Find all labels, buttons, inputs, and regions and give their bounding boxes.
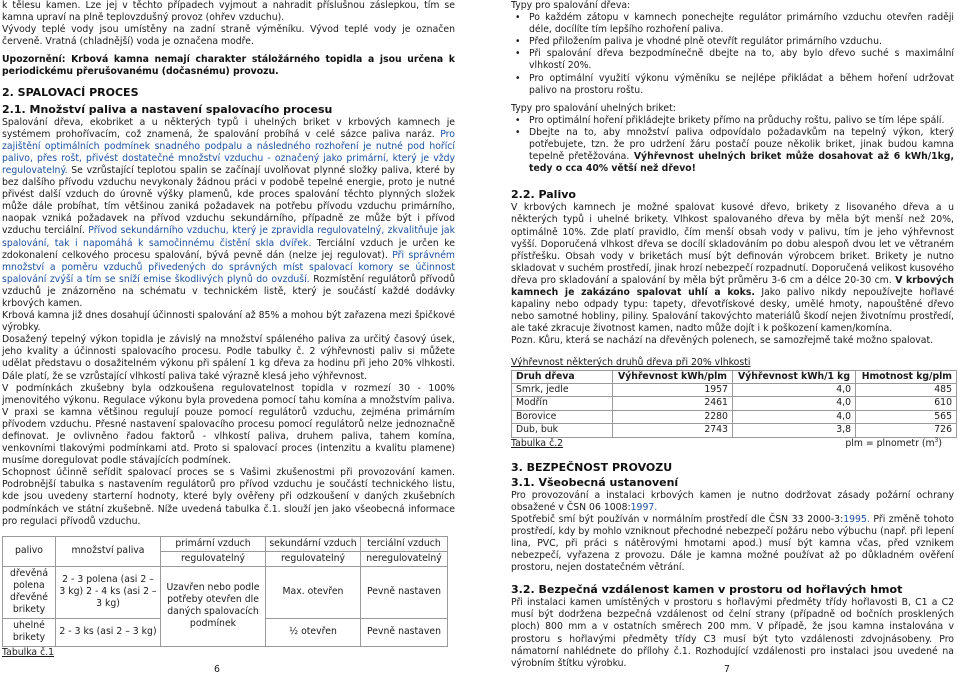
table-cell: Dub, buk [512, 424, 613, 437]
table-header: terciální vzduch [361, 536, 448, 551]
table-header: Druh dřeva [512, 370, 613, 383]
air-settings-table [2, 536, 448, 647]
paragraph: Dosažený tepelný výkon topidla je závislý na množství spáleného paliva za určitý časový úsek, jeho kvality a účinnosti spalovacího procesu. Podle tabulky č. 2 výhřevnosti paliv si můžete udělat představu o dosažitelném výkonu při spálení 1 kg dřeva za hodinu při jeho 20% vlhkosti. Dále platí, že se vzrůstající vlhkostí paliva také výrazně klesá jeho výhřevnost. [2, 334, 455, 382]
subsection-heading: 3.2. Bezpečná vzdálenost kamen v prostoru od hořlavých hmot [511, 583, 903, 597]
text-segment: 1997. [630, 501, 658, 513]
text-segment: Pro provozování a instalaci krbových kamen je nutno dodržovat zásady požární ochrany obsažené v ČSN 06 1008: [511, 489, 954, 513]
wood-tips-list [511, 12, 954, 97]
paragraph: V podmínkách zkušebny byla odzkoušena regulovatelnost topidla v rozmezí 30 - 100% jmenovitého výkonu. Regulace výkonu byla provedena pomocí tahu komína a množstvím paliva. V praxi se kamna většinou regulují pouze pomocí regulátorů vzduchu, zejména primárním přívodem vzduchu. Přesné nastavení spalovacího procesu pomocí regulátorů nelze jednoznačně definovat. Je ovlivněno řadou faktorů - vlhkostí paliva, druhem paliva, tahem komína, venkovními tlakovými podmínkami atd. Proto si spalovací proces (intenzitu a kvalitu plamene) musíme doregulovat podle stávajících podmínek. [2, 382, 455, 467]
subsection-heading: 2.2. Palivo [511, 188, 576, 202]
paragraph: Krbová kamna již dnes dosahují účinnosti spalování až 85% a mohou být zařazena mezi špičkové výrobky. [2, 310, 455, 334]
table-cell: Smrk, jedle [512, 383, 613, 396]
text-segment: Výhřevnost uhelných briket může dosahovat až 6 kWh/1kg, tedy o cca 40% větší než dřevo! [529, 151, 954, 175]
table-caption: Tabulka č.2 [511, 437, 564, 449]
left-column [2, 0, 455, 659]
table-note [845, 438, 942, 450]
table-cell: Max. otevřen [266, 566, 361, 618]
table-cell: Pevně nastaven [361, 566, 448, 618]
text-segment: Při změně tohoto prostředí, kdy by mohlo vzniknout přechodné nebezpečí požáru nebo výbuchu (např. při lepení lina, PVC, při práci s nátěrovými hmotami apod.) musí být kamna včas, před vznikem nebezpečí, vyřazena z provozu. Dále je kamna možné používat až po důkladném ověření prostoru, nejen dostatečném větrání. [511, 513, 954, 574]
coal-tips-list [511, 115, 954, 175]
text-segment: Pro zajištění optimálních podmínek snadného podpalu a následného rozhoření je nutné pod hořící palivo, přes rošt, přivést dostatečné množství vzduchu - označený jako primární, který je vždy regulovatelný. [2, 128, 455, 176]
list-item: • Při spalování dřeva bezpodmínečně dbejte na to, aby bylo dřevo suché s maximální vlhkostí 20%. [511, 48, 954, 72]
paragraph [511, 490, 954, 514]
table-cell: 4,0 [732, 383, 855, 396]
table-header: Výhřevnost kWh/1 kg [732, 370, 855, 383]
table-cell: 4,0 [732, 397, 855, 410]
text-segment: 1995. [843, 513, 870, 525]
page-number: 6 [214, 664, 220, 675]
table-subheader: regulovatelný [161, 551, 266, 566]
table-header: Výhřevnost kWh/plm [613, 370, 733, 383]
list-title: Typy pro spalování uhelných briket: [511, 102, 676, 114]
wood-heat-value-table [511, 370, 957, 438]
table-cell: 2 - 3 polena (asi 2 – 3 kg) 2 - 4 ks (asi 2 – 3 kg) [56, 566, 161, 618]
table-cell: Pevně nastaven [361, 618, 448, 646]
text-segment: plm = plnometr (m [845, 437, 935, 449]
table-cell: 726 [856, 424, 957, 437]
table-title: Výhřevnost některých druhů dřeva při 20% vlhkosti [511, 357, 751, 369]
text-segment: Dbejte na to, aby množství paliva odpovídalo požadavkům na tepelný výkon, který potřebujete, tzn. že pro udržení žáru postačí pouze několik briket, jinak budou kamna tepelně přetěžována. [529, 126, 954, 163]
paragraph [2, 117, 455, 311]
text-segment: Spotřebič smí být používán v normálním prostředí dle ČSN 33 2000-3: [511, 513, 844, 525]
paragraph: Vývody teplé vody jsou umístěny na zadní straně výměníku. Vývod teplé vody je označen červeně. Vratná (chladnější) voda je označena modře. [2, 24, 455, 48]
table-subheader: neregulovatelný [361, 551, 448, 566]
list-item: • Před přiložením paliva je vhodné plně otevřít regulátor primárního vzduchu. [511, 36, 954, 48]
list-item: • Po každém zátopu v kamnech ponechejte regulátor primárního vzduchu otevřen raději déle, docílíte tím lepšího rozhoření paliva. [511, 12, 954, 36]
table-cell: 2 - 3 ks (asi 2 – 3 kg) [56, 618, 161, 646]
text-segment: Jako palivo nikdy nepoužívejte hořlavé kapaliny nebo odpady typu: tapety, dřevotřískové desky, umělé hmoty, napouštěné dřevo nebo samotné hobliny, piliny. Spalování takovýchto materiálů škodí nejen životnímu prostředí, ale také zkracuje životnost kamen, nadto může dojít i k poškození kamen/komína. [511, 286, 954, 335]
table-header: sekundární vzduch [266, 536, 361, 551]
table-cell: 1957 [613, 383, 733, 396]
list-item: • Pro optimální hoření přikládejte brikety přímo na průduchy roštu, palivo se tím lépe spálí. [511, 115, 954, 127]
section-heading: 2. SPALOVACÍ PROCES [2, 85, 139, 99]
table-cell: dřevěná polena dřevěné brikety [3, 566, 56, 618]
right-column [511, 0, 954, 670]
table-cell: uhelné brikety [3, 618, 56, 646]
text-segment: V krbových kamnech je možné spalovat kusové dřevo, brikety z lisovaného dřeva a u některých typů i uhelné brikety. Vlhkost spalovaného dřeva by měla být menší než 20%, optimálně 10%. Zde platí pravidlo, čím menší obsah vody v palivu, tím je jeho výhřevnost vyšší. Doporučená vlhkost dřeva se docílí skladováním po dobu alespoň dvou let ve větraném přístřešku. Obsah vody v briketách musí být definován výrobcem briket. Brikety je nutno skladovat v suchém prostředí, jinak hrozí nebezpečí rozpadnutí. Doporučená velikost kusového dřeva pro skladování a spalování by měla být průměru 3-6 cm a délce 20-30 cm. [511, 202, 954, 286]
text-segment: Se vzrůstající teplotou spalin se začínají uvolňovat plynné složky paliva, které by bez dalšího přívodu vzduchu nevykonaly žádnou práci v podobě tepelné energie, proto je nutné přivést další vzduch do úrovně výšky plamenů, kde proces spalování těchto plynných složek může dále probíhat, tím většinou zaniká požadavek na potřebu přívodu vzduchu primárního, naopak vzniká požadavek na přívod vzduchu sekundárního, případně ze může být i přívod vzduchu terciální. [2, 164, 455, 237]
table-cell: 2280 [613, 410, 733, 423]
table-header: Hmotnost kg/plm [856, 370, 957, 383]
list-item: • Pro optimální využití výkonu výměníku se nejlépe přikládat a během hoření udržovat palivo na prostoru roštu. [511, 73, 954, 97]
paragraph: Pozn. Kůru, která se nachází na dřevěných polenech, se samozřejmě také možno spalovat. [511, 335, 934, 347]
table-cell: Modřín [512, 397, 613, 410]
table-header: množství paliva [56, 536, 161, 566]
list-title: Typy pro spalování dřeva: [511, 0, 631, 11]
table-subheader: regulovatelný [266, 551, 361, 566]
table-cell: Uzavřen nebo podle potřeby otevřen dle daných spalovacích podmínek [161, 566, 266, 646]
paragraph: Schopnost účinně seřídit spalovací proces se s Vašimi zkušenostmi při provozování kamen. Podrobnější tabulka s nastavením regulátorů pro přívod vzduchu je součástí technického listu, kde jsou uvedeny starterní hodnoty, které byly ověřeny při odzkoušení v daných zkušebních podmínkách ve státní zkušebně. Níže uvedená tabulka č.1. slouží jen jako všeobecná informace pro regulaci přívodů vzduchu. [2, 467, 455, 527]
page-number: 7 [724, 664, 730, 675]
paragraph [511, 202, 954, 335]
text-segment: V krbových kamnech je zakázáno spalovat uhlí a koks. [511, 274, 954, 298]
list-item [511, 127, 954, 175]
table-caption-row [511, 438, 954, 452]
subsection-heading: 3.1. Všeobecná ustanovení [511, 475, 679, 489]
subsection-heading: 2.1. Množství paliva a nastavení spalovacího procesu [2, 102, 333, 116]
table-cell: 3,8 [732, 424, 855, 437]
text-segment: Přívod sekundárního vzduchu, který je zpravidla regulovatelný, zkvalitňuje jak spalování, tak i napomáhá k samočinnému čistění skla dvířek. [2, 225, 455, 249]
table-cell: ½ otevřen [266, 618, 361, 646]
table-cell: Borovice [512, 410, 613, 423]
table-cell: 4,0 [732, 410, 855, 423]
table-caption: Tabulka č.1 [2, 646, 55, 658]
table-cell: 485 [856, 383, 957, 396]
text-segment: Terciální vzduch je určen ke zdokonalení celkového procesu spalování, bývá pevně dán (nelze jej regulovat). [2, 237, 455, 261]
section-heading: 3. BEZPEČNOST PROVOZU [511, 460, 673, 474]
text-segment: Rozmístění regulátorů přívodů vzduchů je znázorněno na schématu v technickém listě, který je součástí každé dodávky krbových kamen. [2, 273, 455, 309]
text-segment: Spalování dřeva, ekobriket a u některých typů i uhelných briket v krbových kamnech je systémem prohořívacím, což znamená, že spalování probíhá v celé sázce paliva naráz. [2, 116, 455, 140]
table-cell: 2461 [613, 397, 733, 410]
text-segment: ) [938, 437, 942, 449]
table-header: primární vzduch [161, 536, 266, 551]
table-cell: 2743 [613, 424, 733, 437]
text-segment: Při správném množství a poměru vzduchů přivedených do správných míst spalovací komory se účinnost spalování zvýší a tím se sníží emise škodlivých plynů do ovzduší. [2, 249, 455, 285]
table-cell: 565 [856, 410, 957, 423]
text-segment: 3 [934, 436, 939, 444]
paragraph: k tělesu kamen. Lze jej v těchto případech vyjmout a nahradit příslušnou záslepkou, tím se kamna upraví na plně teplovzdušný provoz (ohřev vzduchu). [2, 0, 455, 24]
warning-note: Upozornění: Krbová kamna nemají charakter stáložárného topidla a jsou určena k periodickému přerušovanému (dočasnému) provozu. [2, 54, 455, 78]
paragraph [511, 514, 954, 574]
table-cell: 610 [856, 397, 957, 410]
paragraph: Při instalaci kamen umístěných v prostoru s hořlavými předměty třídy hořlavosti B, C1 a C2 musí být dodržena bezpečná vzdálenost od čelní strany (případně od bočních prosklených ploch) 800 mm a v ostatních směrech 200 mm. V případě, že jsou kamna instalována v prostoru s hořlavými předměty třídy C3 musí být tyto vzdálenosti zdvojnásobeny. Pro námatorní nahlédnete do přílohy č.1. Rozhodující vzdálenosti pro instalaci jsou uvedené na výrobním štítku výrobku. [511, 597, 954, 669]
table-header: palivo [3, 536, 56, 566]
